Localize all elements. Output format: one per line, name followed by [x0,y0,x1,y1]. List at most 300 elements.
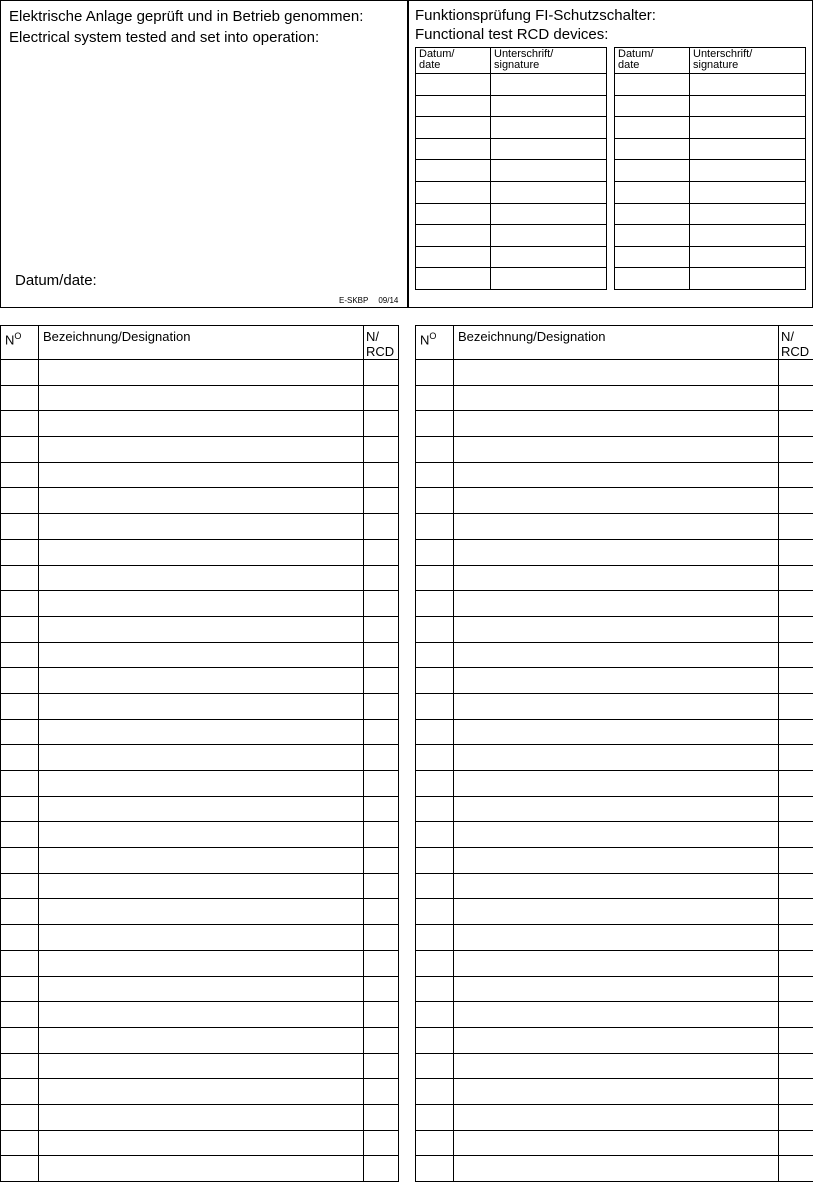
circuit-designation-cell[interactable] [39,668,364,694]
circuit-designation-cell[interactable] [39,1079,364,1105]
rcd-signature-cell[interactable] [491,74,607,96]
circuit-row [1,693,399,719]
circuit-number-label: N [420,332,429,347]
circuit-designation-cell[interactable] [454,771,779,797]
rcd-signature-cell[interactable] [690,246,806,268]
circuit-designation-cell[interactable] [454,360,779,386]
circuit-rcd-cell[interactable] [779,796,813,822]
rcd-date-cell[interactable] [615,74,690,96]
circuit-number-cell[interactable] [416,848,454,874]
circuit-row [1,642,399,668]
circuit-designation-cell[interactable] [39,488,364,514]
circuit-designation-cell[interactable] [454,411,779,437]
rcd-row [615,117,806,139]
circuit-designation-cell[interactable] [39,822,364,848]
rcd-signature-cell[interactable] [690,74,806,96]
circuit-row [1,514,399,540]
circuit-number-cell[interactable] [416,1079,454,1105]
circuit-designation-cell[interactable] [39,1002,364,1028]
rcd-date-cell[interactable] [615,138,690,160]
circuit-rcd-cell[interactable] [364,360,399,386]
circuit-rcd-cell[interactable] [364,950,399,976]
circuit-rcd-cell[interactable] [779,437,813,463]
circuit-number-cell[interactable] [1,873,39,899]
rcd-row [615,95,806,117]
circuit-row [416,1104,813,1130]
circuit-rcd-cell[interactable] [779,1002,813,1028]
circuit-designation-cell[interactable] [39,565,364,591]
circuit-rcd-cell[interactable] [364,565,399,591]
circuit-rcd-cell[interactable] [779,822,813,848]
circuit-rcd-cell[interactable] [364,1002,399,1028]
rcd-date-cell[interactable] [416,95,491,117]
circuit-rcd-cell[interactable] [364,719,399,745]
rcd-signature-cell[interactable] [491,181,607,203]
circuit-number-cell[interactable] [1,925,39,951]
circuit-number-cell[interactable] [1,539,39,565]
circuit-designation-cell[interactable] [454,385,779,411]
circuit-rcd-header-line2: RCD [781,344,809,359]
circuit-designation-cell[interactable] [454,462,779,488]
rcd-row [615,268,806,290]
circuit-designation-cell[interactable] [39,462,364,488]
circuit-table-left [0,325,399,1182]
circuit-rcd-cell[interactable] [364,745,399,771]
circuit-designation-cell[interactable] [39,591,364,617]
rcd-signature-cell[interactable] [491,160,607,182]
circuit-number-cell[interactable] [416,1130,454,1156]
circuit-designation-cell[interactable] [39,719,364,745]
circuit-number-cell[interactable] [1,616,39,642]
circuit-designation-cell[interactable] [454,616,779,642]
circuit-designation-cell[interactable] [454,976,779,1002]
circuit-number-cell[interactable] [1,668,39,694]
circuit-number-cell[interactable] [416,616,454,642]
circuit-number-label: N [5,332,14,347]
circuit-designation-cell[interactable] [39,745,364,771]
rcd-signature-header [690,48,806,74]
circuit-designation-cell[interactable] [39,514,364,540]
rcd-row [615,138,806,160]
rcd-signature-cell[interactable] [690,225,806,247]
circuit-rcd-cell[interactable] [779,411,813,437]
circuit-designation-cell[interactable] [39,411,364,437]
circuit-rcd-cell[interactable] [779,1027,813,1053]
circuit-designation-cell[interactable] [39,1053,364,1079]
circuit-row [416,591,813,617]
circuit-number-cell[interactable] [416,822,454,848]
circuit-designation-cell[interactable] [454,822,779,848]
rcd-row [615,181,806,203]
circuit-number-cell[interactable] [1,360,39,386]
circuit-rcd-cell[interactable] [364,822,399,848]
circuit-row [1,668,399,694]
circuit-designation-cell[interactable] [454,437,779,463]
circuit-number-cell[interactable] [1,1053,39,1079]
rcd-date-cell[interactable] [615,225,690,247]
circuit-designation-cell[interactable] [454,693,779,719]
circuit-designation-cell[interactable] [39,873,364,899]
circuit-rcd-cell[interactable] [779,565,813,591]
rcd-signature-cell[interactable] [690,117,806,139]
rcd-date-cell[interactable] [615,203,690,225]
rcd-date-header-de: Datum/ [618,48,653,60]
circuit-number-cell[interactable] [1,488,39,514]
circuit-designation-cell[interactable] [454,642,779,668]
circuit-number-cell[interactable] [1,514,39,540]
circuit-designation-cell[interactable] [454,514,779,540]
rcd-date-header-en: date [618,59,639,71]
rcd-signature-cell[interactable] [690,138,806,160]
rcd-date-cell[interactable] [615,160,690,182]
circuit-number-cell[interactable] [1,976,39,1002]
form-code-id: E-SKBP [339,296,368,305]
circuit-row [1,848,399,874]
circuit-rcd-cell[interactable] [364,411,399,437]
circuit-rcd-cell[interactable] [779,771,813,797]
circuit-header-row [1,326,399,360]
circuit-number-cell[interactable] [1,1027,39,1053]
circuit-rcd-cell[interactable] [779,719,813,745]
circuit-number-cell[interactable] [416,873,454,899]
circuit-rcd-cell[interactable] [779,976,813,1002]
circuit-designation-cell[interactable] [454,796,779,822]
circuit-designation-cell[interactable] [39,642,364,668]
circuit-row [416,925,813,951]
rcd-signature-cell[interactable] [491,268,607,290]
circuit-designation-cell[interactable] [454,719,779,745]
circuit-rcd-cell[interactable] [364,642,399,668]
circuit-row [416,873,813,899]
circuit-rcd-cell[interactable] [364,848,399,874]
rcd-row [615,225,806,247]
circuit-number-cell[interactable] [416,462,454,488]
circuit-number-cell[interactable] [1,437,39,463]
circuit-number-cell[interactable] [416,719,454,745]
circuit-number-cell[interactable] [416,976,454,1002]
circuit-number-cell[interactable] [416,591,454,617]
circuit-number-cell[interactable] [1,1002,39,1028]
circuit-rcd-cell[interactable] [364,437,399,463]
circuit-rcd-cell[interactable] [779,360,813,386]
circuit-designation-cell[interactable] [454,1104,779,1130]
circuit-number-cell[interactable] [416,1027,454,1053]
rcd-signature-cell[interactable] [491,95,607,117]
circuit-number-cell[interactable] [416,950,454,976]
circuit-number-cell[interactable] [1,565,39,591]
circuit-rcd-cell[interactable] [779,591,813,617]
circuit-designation-cell[interactable] [454,899,779,925]
circuit-rcd-cell[interactable] [779,848,813,874]
rcd-signature-cell[interactable] [690,203,806,225]
circuit-designation-cell[interactable] [39,848,364,874]
rcd-signature-cell[interactable] [491,117,607,139]
rcd-row [615,246,806,268]
circuit-rcd-cell[interactable] [779,899,813,925]
rcd-signature-cell[interactable] [491,225,607,247]
circuit-number-cell[interactable] [1,719,39,745]
circuit-designation-cell[interactable] [39,925,364,951]
rcd-date-cell[interactable] [416,160,491,182]
circuit-number-cell[interactable] [1,822,39,848]
circuit-row [1,796,399,822]
circuit-rcd-header-line2: RCD [366,344,394,359]
circuit-row [416,411,813,437]
circuit-rcd-cell[interactable] [364,976,399,1002]
circuit-rcd-cell[interactable] [364,1130,399,1156]
circuit-number-cell[interactable] [416,1104,454,1130]
circuit-designation-cell[interactable] [39,1027,364,1053]
circuit-number-cell[interactable] [1,642,39,668]
circuit-rcd-cell[interactable] [779,745,813,771]
circuit-number-cell[interactable] [1,411,39,437]
rcd-date-cell[interactable] [416,268,491,290]
circuit-number-cell[interactable] [416,693,454,719]
circuit-number-cell[interactable] [416,514,454,540]
circuit-rcd-cell[interactable] [364,488,399,514]
rcd-signature-cell[interactable] [690,160,806,182]
rcd-row [615,160,806,182]
rcd-date-cell[interactable] [416,74,491,96]
circuit-rcd-cell[interactable] [364,899,399,925]
circuit-designation-cell[interactable] [454,1053,779,1079]
circuit-row [1,1130,399,1156]
circuit-designation-cell[interactable] [39,899,364,925]
circuit-rcd-cell[interactable] [364,796,399,822]
circuit-rcd-cell[interactable] [779,950,813,976]
rcd-date-cell[interactable] [615,95,690,117]
rcd-signature-cell[interactable] [690,181,806,203]
circuit-number-cell[interactable] [416,796,454,822]
rcd-signature-cell[interactable] [491,138,607,160]
circuit-rcd-cell[interactable] [364,771,399,797]
circuit-number-cell[interactable] [416,899,454,925]
circuit-designation-cell[interactable] [39,1130,364,1156]
circuit-number-cell[interactable] [416,1053,454,1079]
circuit-designation-cell[interactable] [39,385,364,411]
circuit-rcd-cell[interactable] [364,925,399,951]
circuit-designation-cell[interactable] [454,1130,779,1156]
rcd-signature-header [491,48,607,74]
circuit-number-cell[interactable] [416,411,454,437]
circuit-number-cell[interactable] [1,1156,39,1182]
circuit-number-cell[interactable] [1,899,39,925]
circuit-number-cell[interactable] [1,950,39,976]
circuit-designation-cell[interactable] [39,539,364,565]
circuit-number-sup: O [429,331,436,341]
rcd-date-header-de: Datum/ [419,48,454,60]
rcd-test-table-left [415,47,607,290]
circuit-rows [1,360,399,1182]
circuit-row [416,616,813,642]
circuit-row [1,771,399,797]
circuit-number-cell[interactable] [416,1002,454,1028]
circuit-row [416,1027,813,1053]
circuit-number-cell[interactable] [1,1104,39,1130]
circuit-designation-cell[interactable] [454,591,779,617]
circuit-rcd-cell[interactable] [779,642,813,668]
rcd-signature-cell[interactable] [690,95,806,117]
circuit-designation-cell[interactable] [454,848,779,874]
form-code-version: 09/14 [378,296,398,305]
circuit-designation-cell[interactable] [39,437,364,463]
rcd-date-cell[interactable] [416,117,491,139]
circuit-designation-cell[interactable] [39,616,364,642]
top-divider [407,1,409,307]
circuit-row [416,437,813,463]
rcd-date-cell[interactable] [416,203,491,225]
rcd-date-cell[interactable] [615,117,690,139]
rcd-signature-cell[interactable] [491,246,607,268]
rcd-signature-cell[interactable] [491,203,607,225]
circuit-rcd-cell[interactable] [779,1156,813,1182]
circuit-row [1,925,399,951]
circuit-rcd-cell[interactable] [364,385,399,411]
circuit-number-cell[interactable] [416,771,454,797]
circuit-number-cell[interactable] [1,591,39,617]
rcd-date-cell[interactable] [416,181,491,203]
circuit-number-cell[interactable] [416,437,454,463]
circuit-rcd-cell[interactable] [364,1104,399,1130]
circuit-rcd-cell[interactable] [364,693,399,719]
circuit-designation-cell[interactable] [454,1027,779,1053]
circuit-number-cell[interactable] [416,668,454,694]
circuit-number-cell[interactable] [1,462,39,488]
circuit-designation-cell[interactable] [454,745,779,771]
rcd-signature-header-en: signature [494,59,539,71]
circuit-rcd-cell[interactable] [779,693,813,719]
circuit-rcd-cell[interactable] [364,591,399,617]
circuit-number-cell[interactable] [416,925,454,951]
rcd-date-header-en: date [419,59,440,71]
circuit-row [1,539,399,565]
circuit-row [1,437,399,463]
circuit-designation-cell[interactable] [39,976,364,1002]
circuit-rcd-cell[interactable] [779,488,813,514]
circuit-designation-cell[interactable] [454,925,779,951]
circuit-rcd-cell[interactable] [779,1053,813,1079]
rcd-signature-cell[interactable] [690,268,806,290]
circuit-rcd-cell[interactable] [779,385,813,411]
circuit-rcd-cell[interactable] [364,873,399,899]
circuit-number-cell[interactable] [416,642,454,668]
rcd-row [416,203,607,225]
rcd-row [615,203,806,225]
circuit-designation-cell[interactable] [39,771,364,797]
circuit-rcd-cell[interactable] [364,1156,399,1182]
rcd-date-cell[interactable] [615,268,690,290]
circuit-designation-cell[interactable] [454,873,779,899]
circuit-rcd-cell[interactable] [779,1079,813,1105]
circuit-rcd-header-line1: N/ [366,329,379,344]
circuit-number-cell[interactable] [416,385,454,411]
circuit-number-cell[interactable] [1,693,39,719]
rcd-row [416,160,607,182]
circuit-row [1,976,399,1002]
circuit-rcd-cell[interactable] [779,1104,813,1130]
circuit-rcd-cell[interactable] [364,514,399,540]
circuit-rcd-cell[interactable] [779,1130,813,1156]
circuit-rcd-cell[interactable] [364,1079,399,1105]
circuit-designation-cell[interactable] [454,1002,779,1028]
circuit-rcd-cell[interactable] [364,1053,399,1079]
rcd-rows [615,74,806,290]
circuit-designation-cell[interactable] [454,488,779,514]
rcd-date-cell[interactable] [615,246,690,268]
circuit-row [1,1156,399,1182]
circuit-rcd-cell[interactable] [779,925,813,951]
circuit-row [416,950,813,976]
installation-title-de: Elektrische Anlage geprüft und in Betrieb genommen: [9,6,363,27]
circuit-rcd-cell[interactable] [779,616,813,642]
circuit-rcd-header-line1: N/ [781,329,794,344]
circuit-rcd-cell[interactable] [364,616,399,642]
rcd-date-cell[interactable] [416,246,491,268]
circuit-designation-cell[interactable] [39,693,364,719]
circuit-designation-cell[interactable] [454,1156,779,1182]
circuit-rcd-cell[interactable] [364,668,399,694]
circuit-number-cell[interactable] [416,745,454,771]
circuit-rcd-cell[interactable] [364,539,399,565]
circuit-designation-cell[interactable] [39,360,364,386]
circuit-number-cell[interactable] [1,771,39,797]
circuit-rcd-cell[interactable] [779,462,813,488]
circuit-header-row [416,326,813,360]
circuit-table-right [415,325,813,1182]
circuit-rcd-cell[interactable] [779,668,813,694]
circuit-designation-cell[interactable] [454,668,779,694]
circuit-rcd-cell[interactable] [364,1027,399,1053]
circuit-row [416,668,813,694]
circuit-designation-cell[interactable] [454,950,779,976]
circuit-number-cell[interactable] [416,1156,454,1182]
circuit-designation-cell[interactable] [39,1156,364,1182]
rcd-row [416,225,607,247]
circuit-row [1,616,399,642]
circuit-number-cell[interactable] [1,848,39,874]
circuit-number-cell[interactable] [416,488,454,514]
rcd-row [416,74,607,96]
circuit-rcd-cell[interactable] [779,539,813,565]
rcd-date-cell[interactable] [416,138,491,160]
circuit-row [416,848,813,874]
rcd-date-cell[interactable] [416,225,491,247]
circuit-rcd-cell[interactable] [779,873,813,899]
circuit-rcd-cell[interactable] [364,462,399,488]
circuit-designation-cell[interactable] [39,796,364,822]
circuit-number-cell[interactable] [1,1130,39,1156]
circuit-designation-cell[interactable] [454,539,779,565]
circuit-number-cell[interactable] [1,745,39,771]
circuit-row [416,565,813,591]
circuit-number-cell[interactable] [416,539,454,565]
circuit-designation-cell[interactable] [454,1079,779,1105]
circuit-row [1,873,399,899]
circuit-number-cell[interactable] [1,385,39,411]
circuit-number-header [1,326,39,360]
circuit-number-cell[interactable] [1,1079,39,1105]
circuit-row [416,360,813,386]
circuit-rcd-cell[interactable] [779,514,813,540]
circuit-designation-cell[interactable] [454,565,779,591]
rcd-date-cell[interactable] [615,181,690,203]
circuit-number-cell[interactable] [416,565,454,591]
circuit-number-cell[interactable] [1,796,39,822]
circuit-designation-cell[interactable] [39,1104,364,1130]
circuit-number-cell[interactable] [416,360,454,386]
circuit-designation-cell[interactable] [39,950,364,976]
circuit-rows [416,360,813,1182]
